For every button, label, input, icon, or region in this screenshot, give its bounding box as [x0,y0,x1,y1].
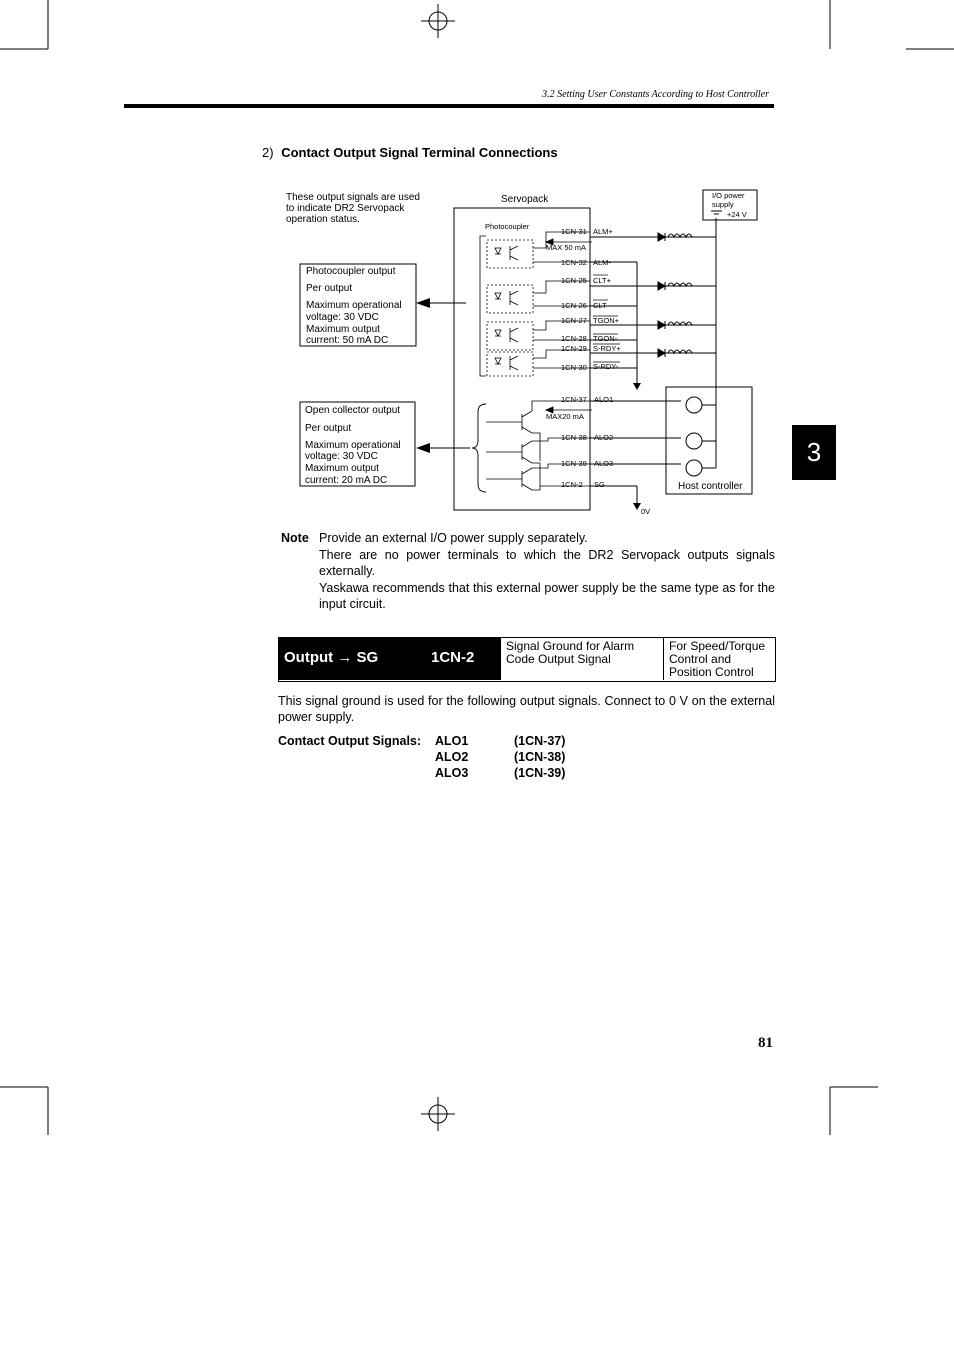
photo-spec-line: voltage: 30 VDC [306,312,379,323]
contact-output-pin: (1CN-39) [514,766,566,780]
io-supply-line-1: I/O power [712,191,745,200]
oc-spec-line: current: 20 mA DC [305,475,388,486]
pin-label: 1CN-26 [561,301,587,310]
signal-label: TGON+ [593,316,620,325]
pin-label: 1CN-38 [561,433,587,442]
pin-label: 1CN-29 [561,344,587,353]
photocoupler-label: Photocoupler [485,222,530,231]
pin-label: 1CN-32 [561,258,587,267]
note-line: Provide an external I/O power supply separately. [319,531,588,545]
running-head: 3.2 Setting User Constants According to Host Controller [542,89,769,100]
signal-label: ALO3 [594,459,614,468]
oc-spec-line: voltage: 30 VDC [305,451,378,462]
photo-spec-line: Maximum output [306,324,380,335]
relay-coils [658,233,692,357]
intro-line-2: to indicate DR2 Servopack [286,203,405,214]
note-block [281,530,775,613]
note-line: There are no power terminals to which the DR2 Servopack outputs signals externally. [319,547,775,578]
section-title: Contact Output Signal Terminal Connections [281,145,558,160]
host-input-2 [686,433,702,449]
intro-line-1: These output signals are used [286,192,420,203]
contact-output-signal: ALO3 [435,766,469,780]
pin-labels [561,227,621,489]
battery-symbol [711,211,722,214]
signal-description: Signal Ground for Alarm Code Output Signal [506,639,635,666]
servopack-label: Servopack [501,194,549,205]
signal-name-cell [279,638,501,680]
host-input-1 [686,397,702,413]
photo-spec-line: Maximum operational [306,300,402,311]
signal-label: ALO1 [594,395,614,404]
contact-output-signal: ALO1 [435,734,469,748]
max-20-label: MAX20 mA [546,412,584,421]
note-label: Note [281,531,309,545]
pin-label: 1CN-39 [561,459,587,468]
chapter-tab: 3 [792,425,836,480]
pin-label: 1CN-2 [561,480,583,489]
open-collector-brace [472,404,486,492]
pin-label: 1CN-30 [561,363,587,372]
pin-label: 1CN-37 [561,395,587,404]
signal-label: ALO2 [594,433,614,442]
photo-spec-per: Per output [306,283,353,294]
contact-output-signal: ALO2 [435,750,469,764]
pin-label: 1CN-25 [561,276,587,285]
signal-label: S-RDY- [593,362,619,371]
contact-output-pin: (1CN-37) [514,734,566,748]
signal-label: ALM- [593,258,611,267]
intro-line-3: operation status. [286,214,360,225]
zero-volt-label: 0V [641,507,651,516]
signal-label: ALM+ [593,227,613,236]
signal-label: CLT+ [593,276,611,285]
host-wiring [702,405,716,468]
signal-label: SG [594,480,605,489]
oc-spec-line: Maximum output [305,463,379,474]
pin-label: 1CN-28 [561,334,587,343]
note-body [319,530,775,613]
oc-spec-title: Open collector output [305,405,401,416]
photocoupler-bracket [480,236,486,376]
signal-label: S-RDY+ [593,344,621,353]
io-supply-line-2: supply [712,200,734,209]
contact-outputs-label: Contact Output Signals: [278,734,422,748]
oc-spec-per: Per output [305,423,352,434]
pin-label: 1CN-31 [561,227,587,236]
max-50-label: MAX 50 mA [546,243,587,252]
signal-label: TGON- [593,334,618,343]
signal-control-mode: For Speed/Torque Control and Position Control [663,638,777,680]
host-input-3 [686,460,702,476]
host-controller-label: Host controller [678,481,743,492]
pin-label: 1CN-27 [561,316,587,325]
signal-pin: 1CN-2 [431,649,475,666]
contact-output-pin: (1CN-38) [514,750,566,764]
photo-pointer-arrow [416,298,430,308]
note-line: Yaskawa recommends that this external power supply be the same type as for the input circuit. [319,580,775,611]
signal-table [278,637,776,682]
section-number: 2) [262,145,274,160]
oc-spec-line: Maximum operational [305,440,401,451]
signal-label: CLT- [593,301,609,310]
supply-voltage-label: +24 V [727,210,747,219]
page-number: 81 [758,1035,773,1051]
photo-spec-title: Photocoupler output [306,266,396,277]
photo-spec-line: current: 50 mA DC [306,335,389,346]
oc-pointer-arrow [416,443,430,453]
body-paragraph: This signal ground is used for the following output signals. Connect to 0 V on the external power supply. [278,694,775,724]
signal-name: Output → SG [284,649,379,666]
